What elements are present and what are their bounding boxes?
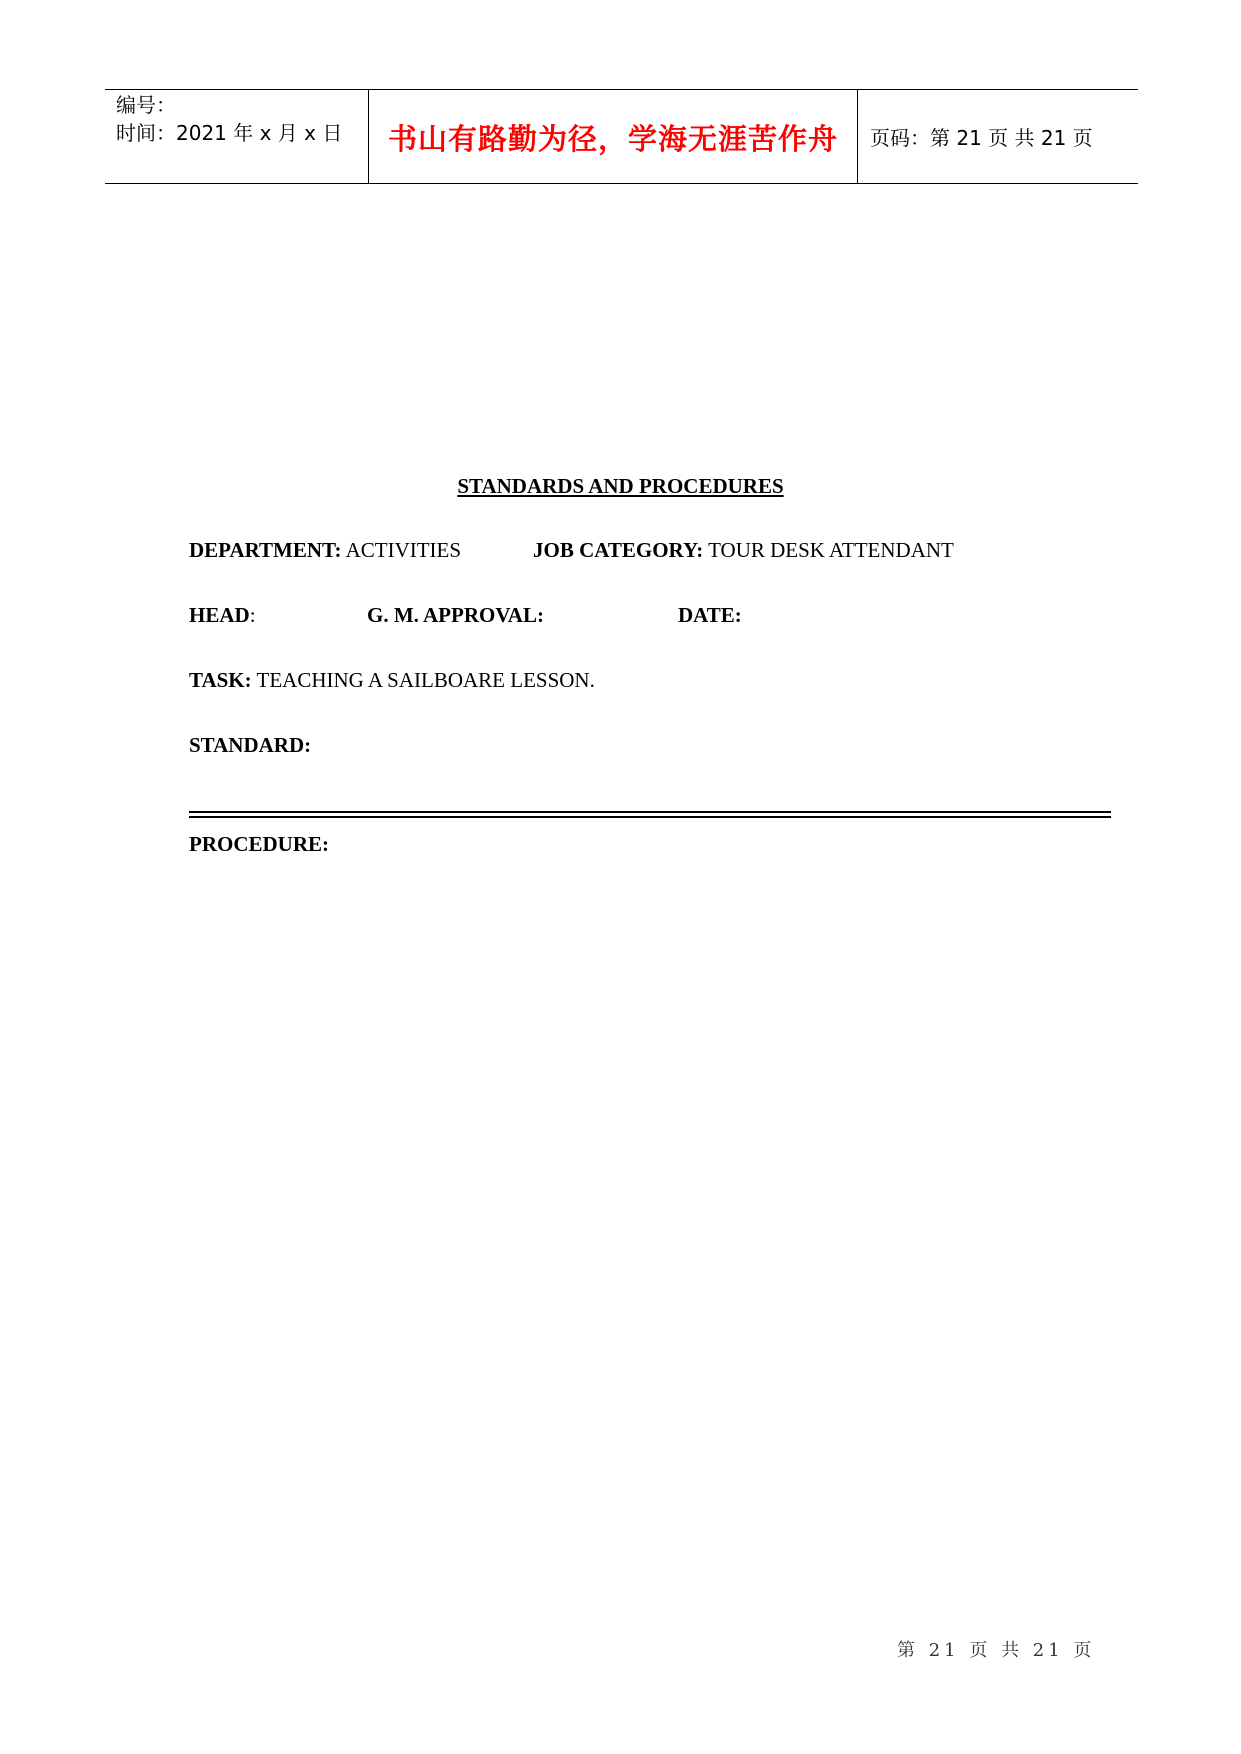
department-label: DEPARTMENT: <box>189 538 342 562</box>
time-label: 时间：2021 年 x 月 x 日 <box>116 121 343 145</box>
job-category-row <box>533 538 954 563</box>
task-row <box>189 668 595 693</box>
header-left-cell <box>105 90 369 183</box>
motto-text: 书山有路勤为径，学海无涯苦作舟 <box>387 122 838 156</box>
document-title-row <box>0 474 1241 499</box>
divider-line-top <box>189 811 1111 813</box>
number-label: 编号： <box>116 93 176 117</box>
job-category-value: TOUR DESK ATTENDANT <box>703 538 954 562</box>
page-header <box>105 89 1138 184</box>
footer-page-number: 第 21 页 共 21 页 <box>897 1640 1096 1661</box>
task-value: TEACHING A SAILBOARE LESSON. <box>251 668 595 692</box>
header-right-cell <box>858 90 1138 183</box>
head-field <box>189 603 256 628</box>
task-label: TASK: <box>189 668 252 692</box>
header-page-number: 页码：第 21 页 共 21 页 <box>870 126 1093 150</box>
department-value: ACTIVITIES <box>341 538 462 562</box>
gm-approval-label: G. M. APPROVAL: <box>367 603 544 627</box>
department-row <box>189 538 461 563</box>
head-label: HEAD <box>189 603 250 627</box>
document-title: STANDARDS AND PROCEDURES <box>457 474 784 498</box>
head-colon: : <box>249 603 256 627</box>
date-label: DATE: <box>678 603 742 627</box>
procedure-label: PROCEDURE: <box>189 832 329 856</box>
job-category-label: JOB CATEGORY: <box>533 538 704 562</box>
divider-line-bottom <box>189 816 1111 818</box>
header-middle-cell <box>369 90 858 183</box>
standard-label: STANDARD: <box>189 733 312 757</box>
